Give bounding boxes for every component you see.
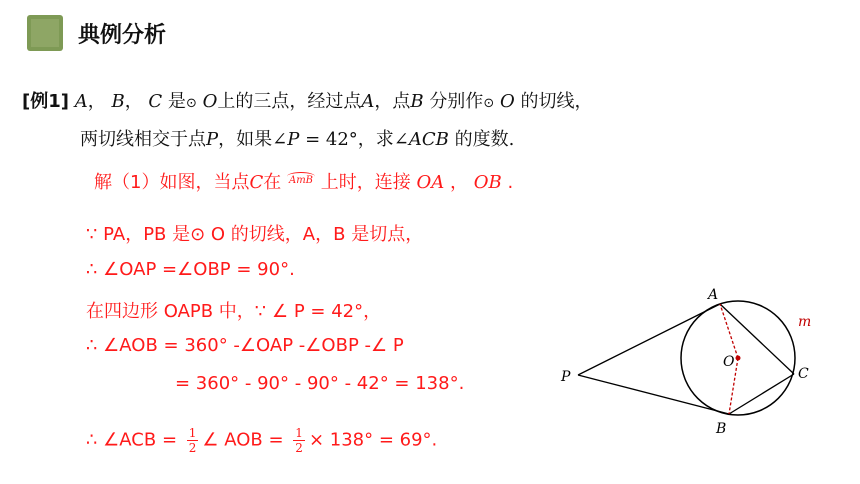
fraction-half <box>293 426 305 455</box>
chord-bc <box>729 374 794 414</box>
text: × 138° = 69°. <box>308 429 438 451</box>
point-a: A <box>74 91 88 112</box>
problem-statement <box>22 84 842 158</box>
text: 的切线， <box>520 91 593 112</box>
sep: ， <box>124 91 143 112</box>
text: 解（1）如图，当点 <box>94 172 250 193</box>
label-c: C <box>798 366 809 382</box>
geometry-figure <box>548 280 828 450</box>
point-c: C <box>148 91 163 112</box>
problem-line-2 <box>22 122 842 158</box>
fraction-numerator: 1 <box>188 426 197 440</box>
point-c: C <box>249 172 264 193</box>
solution-line-7 <box>86 426 437 455</box>
text: ∴ ∠ACB = <box>86 429 183 451</box>
sep: ， <box>87 91 106 112</box>
text: = 42°，求∠ <box>299 129 409 150</box>
point-b: B <box>410 91 424 112</box>
point-p: P <box>287 129 300 150</box>
solution-line-4: 在四边形 OAPB 中，∵ ∠ P = 42°， <box>86 301 382 322</box>
text: ∠ AOB = <box>202 429 290 451</box>
label-b: B <box>716 421 727 437</box>
label-o: O <box>723 354 735 370</box>
tangent-pb <box>578 375 729 414</box>
fraction-denominator: 2 <box>295 441 303 455</box>
arc-amb: AmB <box>288 175 314 186</box>
text: 上的三点，经过点 <box>217 91 362 112</box>
point-a: A <box>361 91 375 112</box>
text: 的度数. <box>454 129 515 150</box>
text: 上时，连接 <box>320 172 411 193</box>
text: ，如果∠ <box>218 129 288 150</box>
point-o: O <box>202 91 218 112</box>
problem-line-1 <box>22 84 842 122</box>
tangent-pa <box>578 304 720 375</box>
section-marker-icon <box>27 15 63 51</box>
segment-oa: OA <box>416 172 445 193</box>
circle-symbol: ⊙ <box>185 96 197 111</box>
angle-acb: ACB <box>408 129 449 150</box>
solution-line-1 <box>94 168 513 194</box>
section-title: 典例分析 <box>78 23 167 48</box>
label-p: P <box>561 369 571 385</box>
text: 在 <box>263 172 282 193</box>
point-o: O <box>499 91 515 112</box>
circle-symbol: ⊙ <box>483 96 495 111</box>
circle-tangent-diagram <box>548 280 828 450</box>
header <box>0 0 860 70</box>
text: 是 <box>162 91 186 112</box>
example-tag: [例1] <box>22 91 69 112</box>
solution-line-5: ∴ ∠AOB = 360° -∠OAP -∠OBP -∠ P <box>86 335 404 356</box>
point-b: B <box>111 91 125 112</box>
fraction-half <box>187 426 199 455</box>
text: 分别作 <box>429 91 484 112</box>
fraction-numerator: 1 <box>295 426 303 440</box>
label-a: A <box>708 287 719 303</box>
solution-line-6: = 360° - 90° - 90° - 42° = 138°. <box>175 373 465 394</box>
text: ，点 <box>374 91 411 112</box>
point-p: P <box>206 129 219 150</box>
solution-line-3: ∴ ∠OAP =∠OBP = 90°. <box>86 259 295 280</box>
text: ， <box>450 172 468 193</box>
text: . <box>507 172 514 193</box>
label-m: m <box>798 314 812 330</box>
fraction-denominator: 2 <box>188 441 197 455</box>
solution-line-2: ∵ PA，PB 是⊙ O 的切线，A，B 是切点， <box>86 224 424 245</box>
center-point <box>736 356 741 361</box>
segment-ob: OB <box>473 172 502 193</box>
text: 两切线相交于点 <box>80 129 206 150</box>
